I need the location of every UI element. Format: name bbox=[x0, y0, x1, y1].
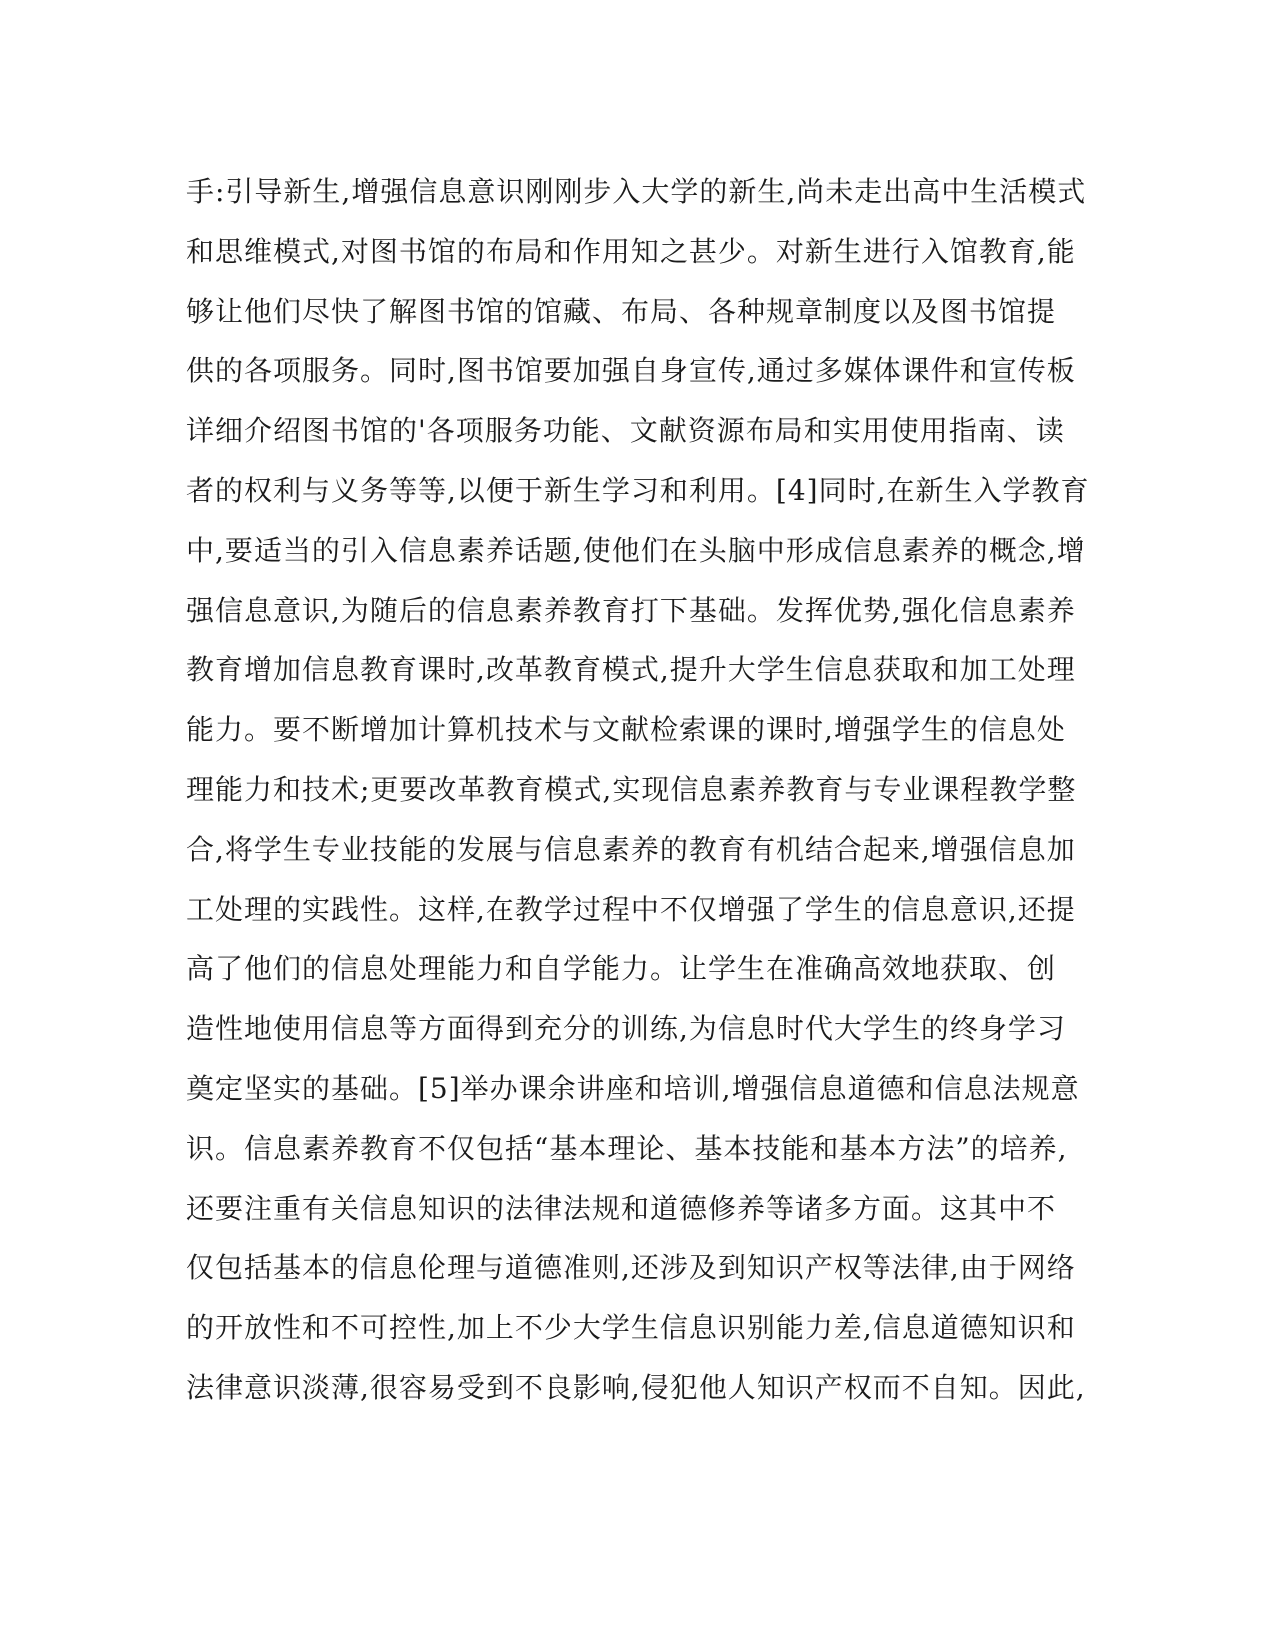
text-line: 详细介绍图书馆的'各项服务功能、文献资源布局和实用使用指南、读 bbox=[186, 414, 1065, 448]
text-line: 者的权利与义务等等,以便于新生学习和利用。[4]同时,在新生入学教育 bbox=[186, 473, 1090, 507]
text-line: 奠定坚实的基础。[5]举办课余讲座和培训,增强信息道德和信息法规意 bbox=[186, 1071, 1080, 1105]
text-line: 手:引导新生,增强信息意识刚刚步入大学的新生,尚未走出高中生活模式 bbox=[186, 175, 1087, 208]
text-line: 供的各项服务。同时,图书馆要加强自身宣传,通过多媒体课件和宣传板 bbox=[186, 354, 1076, 388]
text-line: 仅包括基本的信息伦理与道德准则,还涉及到知识产权等法律,由于网络 bbox=[186, 1251, 1076, 1285]
text-line: 中,要适当的引入信息素养话题,使他们在头脑中形成信息素养的概念,增 bbox=[186, 533, 1086, 567]
text-line: 的开放性和不可控性,加上不少大学生信息识别能力差,信息道德知识和 bbox=[186, 1311, 1076, 1345]
text-line: 强信息意识,为随后的信息素养教育打下基础。发挥优势,强化信息素养 bbox=[186, 593, 1076, 627]
text-line: 教育增加信息教育课时,改革教育模式,提升大学生信息获取和加工处理 bbox=[186, 653, 1076, 687]
text-line: 理能力和技术;更要改革教育模式,实现信息素养教育与专业课程教学整 bbox=[186, 772, 1077, 806]
text-line: 和思维模式,对图书馆的布局和作用知之甚少。对新生进行入馆教育,能 bbox=[186, 234, 1076, 268]
text-line: 高了他们的信息处理能力和自学能力。让学生在准确高效地获取、创 bbox=[186, 952, 1057, 986]
text-line: 还要注重有关信息知识的法律法规和道德修养等诸多方面。这其中不 bbox=[186, 1191, 1057, 1225]
text-line: 造性地使用信息等方面得到充分的训练,为信息时代大学生的终身学习 bbox=[186, 1012, 1066, 1046]
text-line: 够让他们尽快了解图书馆的馆藏、布局、各种规章制度以及图书馆提 bbox=[186, 294, 1057, 328]
text-line: 合,将学生专业技能的发展与信息素养的教育有机结合起来,增强信息加 bbox=[186, 832, 1076, 866]
text-line: 法律意识淡薄,很容易受到不良影响,侵犯他人知识产权而不自知。因此, bbox=[186, 1370, 1086, 1404]
body-text bbox=[186, 162, 1090, 1418]
text-line: 识。信息素养教育不仅包括“基本理论、基本技能和基本方法”的培养, bbox=[186, 1131, 1068, 1165]
text-line: 工处理的实践性。这样,在教学过程中不仅增强了学生的信息意识,还提 bbox=[186, 892, 1076, 926]
text-line: 能力。要不断增加计算机技术与文献检索课的课时,增强学生的信息处 bbox=[186, 713, 1066, 747]
